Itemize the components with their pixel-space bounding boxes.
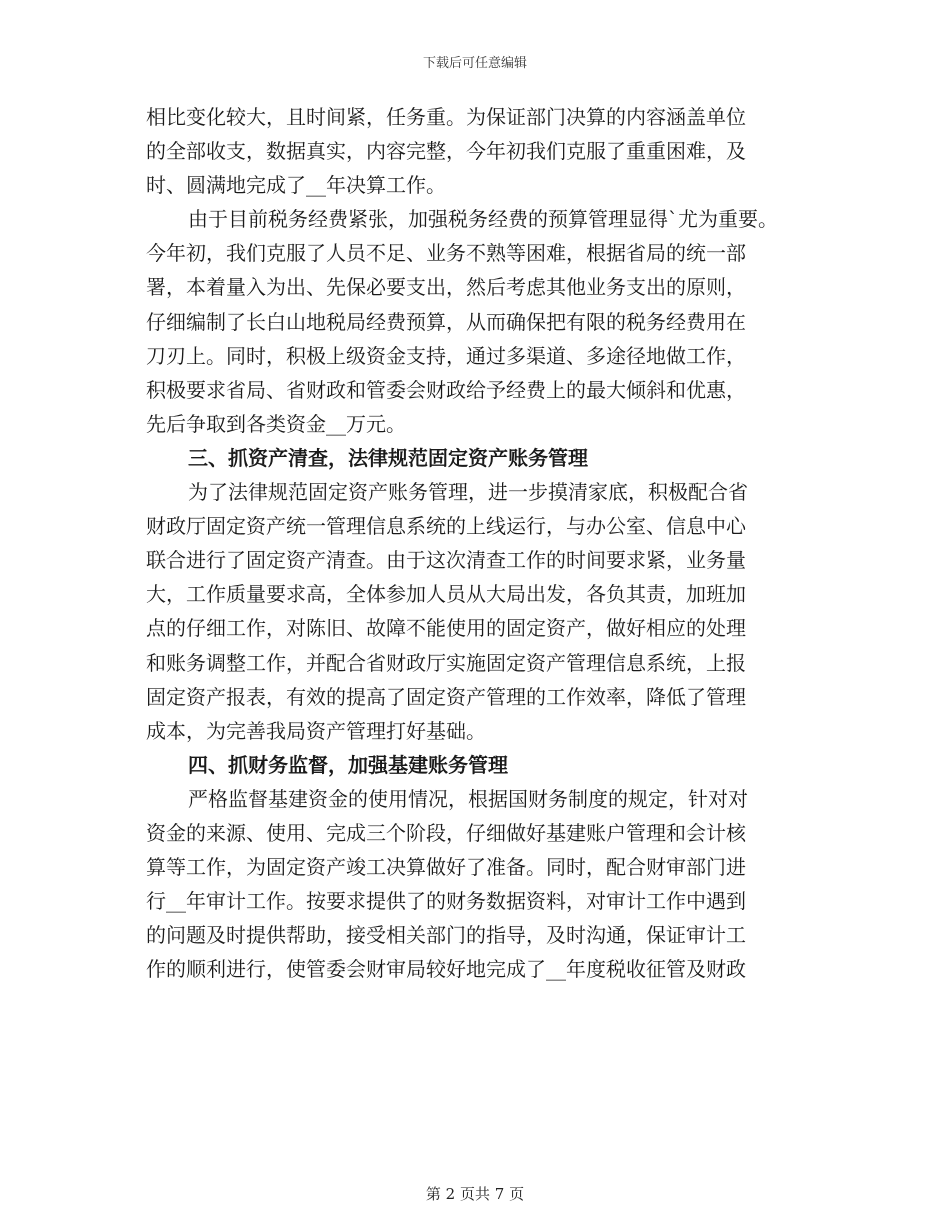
text-line-22: 资金的来源、使用、完成三个阶段，仔细做好基建账户管理和会计核 xyxy=(146,820,746,845)
text-line-5: 今年初，我们克服了人员不足、业务不熟等困难，根据省局的统一部 xyxy=(146,241,746,266)
text-line-17: 和账务调整工作，并配合省财政厅实施固定资产管理信息系统，上报 xyxy=(146,650,746,675)
page-footer: 第 2 页共 7 页 xyxy=(425,1185,525,1203)
text-line-21: 严格监督基建资金的使用情况，根据国财务制度的规定，针对对 xyxy=(188,786,748,811)
text-line-19: 成本，为完善我局资产管理打好基础。 xyxy=(146,718,486,743)
text-line-16: 点的仔细工作，对陈旧、故障不能使用的固定资产，做好相应的处理 xyxy=(146,616,746,641)
text-line-13: 财政厅固定资产统一管理信息系统的上线运行，与办公室、信息中心 xyxy=(146,514,746,539)
document-body xyxy=(146,100,806,986)
section-heading-4: 四、抓财务监督，加强基建账务管理 xyxy=(188,752,508,777)
text-line-6: 署，本着量入为出、先保必要支出，然后考虑其他业务支出的原则， xyxy=(146,275,746,300)
text-line-26: 作的顺利进行，使管委会财审局较好地完成了__年度税收征管及财政 xyxy=(146,957,746,982)
text-line-7: 仔细编制了长白山地税局经费预算，从而确保把有限的税务经费用在 xyxy=(146,309,746,334)
text-line-14: 联合进行了固定资产清查。由于这次清查工作的时间要求紧，业务量 xyxy=(146,548,746,573)
text-line-3: 时、圆满地完成了__年决算工作。 xyxy=(146,173,446,198)
page-header: 下载后可任意编辑 xyxy=(422,56,527,71)
text-line-23: 算等工作，为固定资产竣工决算做好了准备。同时，配合财审部门进 xyxy=(146,855,746,880)
text-line-24: 行__年审计工作。按要求提供了的财务数据资料，对审计工作中遇到 xyxy=(146,889,746,914)
text-line-15: 大，工作质量要求高，全体参加人员从大局出发，各负其责，加班加 xyxy=(146,582,746,607)
text-line-10: 先后争取到各类资金__万元。 xyxy=(146,411,406,436)
text-line-12: 为了法律规范固定资产账务管理，进一步摸清家底，积极配合省 xyxy=(188,480,748,505)
text-line-4: 由于目前税务经费紧张，加强税务经费的预算管理显得`尤为重要。 xyxy=(188,207,778,232)
text-line-9: 积极要求省局、省财政和管委会财政给予经费上的最大倾斜和优惠， xyxy=(146,377,746,402)
text-line-8: 刀刃上。同时，积极上级资金支持，通过多渠道、多途径地做工作， xyxy=(146,343,746,368)
text-line-1: 相比变化较大，且时间紧，任务重。为保证部门决算的内容涵盖单位 xyxy=(146,105,746,129)
text-line-25: 的问题及时提供帮助，接受相关部门的指导，及时沟通，保证审计工 xyxy=(146,923,746,948)
section-heading-3: 三、抓资产清查，法律规范固定资产账务管理 xyxy=(188,445,588,470)
text-line-18: 固定资产报表，有效的提高了固定资产管理的工作效率，降低了管理 xyxy=(146,684,746,709)
text-line-2: 的全部收支，数据真实，内容完整，今年初我们克服了重重困难，及 xyxy=(146,139,746,164)
